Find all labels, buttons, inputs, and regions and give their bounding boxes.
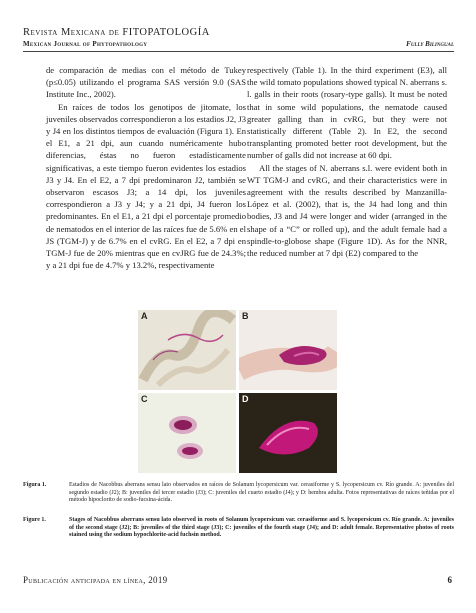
right-text-column: [247, 64, 447, 259]
page-number: 6: [447, 575, 452, 585]
caption-en-label: Figure 1.: [23, 517, 46, 523]
panel-d-label: D: [242, 394, 249, 404]
journal-title: Revista Mexicana de FITOPATOLOGÍA: [23, 27, 210, 38]
panel-a-micrograph: [138, 310, 236, 390]
panel-b-label: B: [242, 311, 249, 321]
figure-panel-d: [239, 393, 337, 473]
figure-caption-en: [23, 517, 454, 540]
header-rule: [23, 51, 454, 52]
left-paragraph-2: En raíces de todos los genotipos de jitomate, los juveniles observados correspondieron a los estadios J2, J3 y J4 en los distintos tiempos de evaluación (Figura 1). En el E1, a 21 dpi, aun cuando numéricamente hubo diferencias, éstas no fueron estadísticamente significativas, a este tiempo fueron evidentes los estadios J3 y J4. En el E2, a 7 dpi predominaron J2, también se observaron escasos J3; a 14 dpi, los juveniles correspondieron a J3 y J4; y a 21 dpi, J4 fueron los predominantes. En el E1, a 21 dpi el porcentaje promedio de nematodos en el interior de las raíces fue de 5.6% en el JS (TGM-J) y de 6.7% en el cvRG. En el E2, a 7 dpi en TGM-J fue de 20% mientras que en cvJRG fue de 24.3%; y a 21 dpi fue de 4.7% y 13.2%, respectivamente: [46, 101, 246, 271]
figure-panel-a: [138, 310, 236, 390]
left-paragraph-1: de comparación de medias con el método de Tukey (p≤0.05) utilizando el programa SAS versión 9.0 (SAS Institute Inc., 2002).: [46, 65, 246, 100]
figure-caption-es: [23, 482, 454, 505]
left-text-column: [46, 64, 246, 271]
figure-panel-c: [138, 393, 236, 473]
figure-panel-b: [239, 310, 337, 390]
right-paragraph-1: respectively (Table 1). In the third experiment (E3), all the wild tomato populations showed typical N. aberrans s. l. galls in their roots (rosary-type galls). It must be noted that in some wild populations, the nematode caused greater galling than in cvRG, but they were not statistically different (Table 2). In E2, the second transplanting promoted better root development, but the number of galls did not increase at 60 dpi.: [247, 65, 447, 161]
footer-publication-note: Publicación anticipada en línea, 2019: [23, 575, 168, 585]
caption-es-label: Figura 1.: [23, 482, 47, 488]
panel-b-micrograph: [239, 310, 337, 390]
right-paragraph-2: All the stages of N. aberrans s.l. were evident both in WT TGM-J and cvRG, and their characteristics were in agreement with the results described by Manzanilla-López et al. (2002), that is, the J4 had long and thin bodies, J3 and J4 were longer and wider (arranged in the shape of a “C” or rolled up), and the adult female had a spindle-to-globose shape (Figure 1D). As for the NNR, the reduced number at 7 dpi (E2) compared to the: [247, 162, 447, 259]
panel-c-label: C: [141, 394, 148, 404]
panel-d-micrograph: [239, 393, 337, 473]
panel-a-label: A: [141, 311, 148, 321]
panel-c-micrograph: [138, 393, 236, 473]
caption-en-text: Stages of Nacobbus aberrans sensu lato observed in roots of Solanum lycopersicum var. cerasiforme and S. lycopersicum cv. Río grande. A: juveniles of the second stage (J2); B: juveniles of the third stage (J3); C: juveniles of the fourth stage (J4); and D: adult female. Representative photos of roots stained using the sodium hypochlorite-acid fuchsin method.: [69, 517, 454, 539]
journal-subtitle: Mexican Journal of Phytopathology: [23, 40, 148, 48]
caption-es-text: Estadios de Nacobbus aberrans sensu lato observados en raíces de Solanum lycopersicum var. cerasiforme y S. lycopersicum cv. Río grande. A: juveniles del segundo estadio (J2); B: juveniles del tercer estadio (J3); C: juveniles del cuarto estadio (J4); y D: hembra adulta. Fotos representativas de raíces teñidas por el método hipoclorito de sodio-fucsina-ácida.: [69, 482, 454, 504]
header-right-label: Fully Bilingual: [406, 40, 454, 48]
figure-1: [138, 310, 337, 473]
